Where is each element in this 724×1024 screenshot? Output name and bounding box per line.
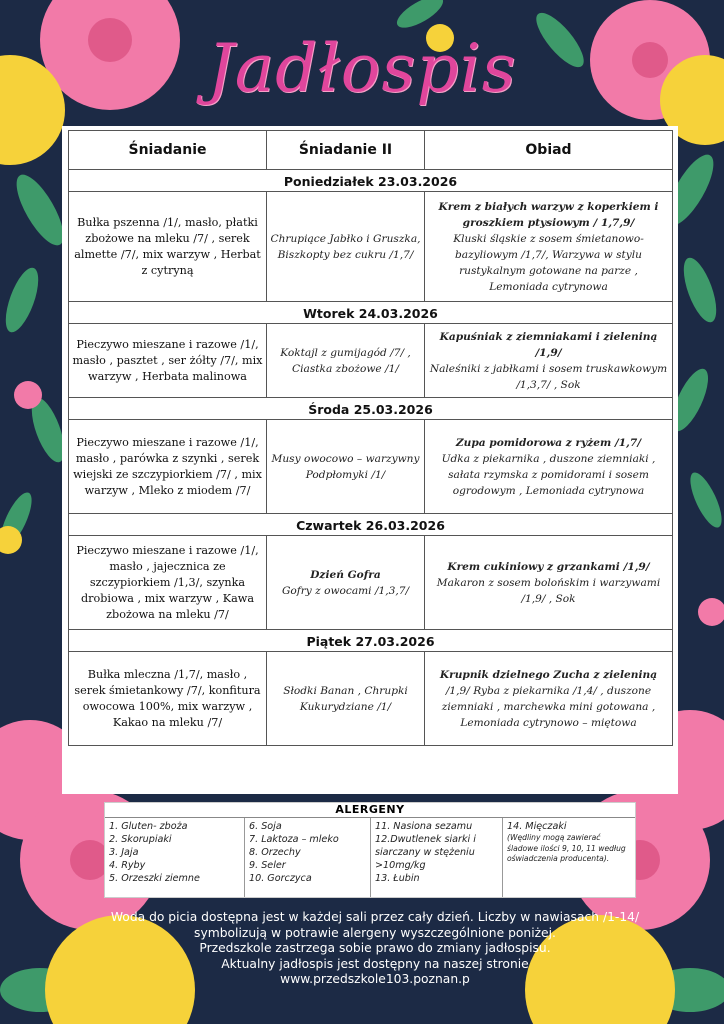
footer-website-link[interactable]: www.przedszkole103.poznan.p xyxy=(280,972,470,986)
breakfast2-text: Chrupiące Jabłko i Gruszka, Biszkopty bez cukru /1,7/ xyxy=(270,232,421,261)
breakfast2-text: Musy owocowo – warzywny Podpłomyki /1/ xyxy=(271,452,420,481)
breakfast2-tuesday xyxy=(267,324,425,398)
day-label-thursday: Czwartek 26.03.2026 xyxy=(69,514,673,536)
allergens-col-3 xyxy=(371,818,503,897)
breakfast-monday: Bułka pszenna /1/, masło, płatki zbożowe na mleku /7/ , serek almette /7/, mix warzyw , Herbat z cytryną xyxy=(69,192,267,302)
footer-info xyxy=(95,910,655,988)
allergen-item: 10. Gorczyca xyxy=(249,873,312,884)
header-breakfast2: Śniadanie II xyxy=(267,131,425,170)
allergen-note: (Wędliny mogą zawierać śladowe ilości 9, 10, 11 według oświadczenia producenta). xyxy=(507,833,626,863)
breakfast2-text: Słodki Banan , Chrupki Kukurydziane /1/ xyxy=(283,684,408,713)
day-label-tuesday: Wtorek 24.03.2026 xyxy=(69,302,673,324)
allergen-item: 9. Seler xyxy=(249,860,286,871)
menu-row-wednesday xyxy=(69,420,673,514)
allergen-item: 5. Orzeszki ziemne xyxy=(109,873,200,884)
allergens-col-4 xyxy=(503,818,633,897)
footer-change-note: Przedszkole zastrzega sobie prawo do zmiany jadłospisu. xyxy=(199,941,551,955)
breakfast2-special: Dzień Gofra xyxy=(310,568,381,581)
soup-monday: Krem z białych warzyw z koperkiem i groszkiem ptysiowym / 1,7,9/ xyxy=(438,200,659,229)
breakfast2-monday xyxy=(267,192,425,302)
main-monday: Kluski śląskie z sosem śmietanowo-bazyliowym /1,7/, Warzywa w stylu rustykalnym gotowane na parze , Lemoniada cytrynowa xyxy=(453,232,644,293)
allergen-item: 1. Gluten- zboża xyxy=(109,821,188,832)
breakfast2-text: Koktajl z gumijagód /7/ , Ciastka zbożowe /1/ xyxy=(280,346,411,375)
allergen-item: 12.Dwutlenek siarki i siarczany w stężeniu >10mg/kg xyxy=(375,834,476,871)
breakfast-wednesday: Pieczywo mieszane i razowe /1/, masło , parówka z szynki , serek wiejski ze szczypiorkiem /7/ , mix warzyw , Mleko z miodem /7/ xyxy=(69,420,267,514)
day-label-friday: Piątek 27.03.2026 xyxy=(69,630,673,652)
breakfast2-wednesday xyxy=(267,420,425,514)
main-wednesday: Udka z piekarnika , duszone ziemniaki , sałata rzymska z pomidorami i sosem ogrodowym , Lemoniada cytrynowa xyxy=(441,452,656,497)
lunch-thursday xyxy=(425,536,673,630)
allergen-item: 6. Soja xyxy=(249,821,282,832)
footer-water-note: Woda do picia dostępna jest w każdej sali przez cały dzień. Liczby w nawiasach /1-14/ symbolizują w potrawie alergeny wyszczególnione poniżej. xyxy=(110,910,640,940)
page-title: Jadłospis xyxy=(207,30,517,107)
allergen-item: 11. Nasiona sezamu xyxy=(375,821,473,832)
menu-row-tuesday xyxy=(69,324,673,398)
footer-website-note: Aktualny jadłospis jest dostępny na naszej stronie xyxy=(221,956,529,971)
breakfast-friday: Bułka mleczna /1,7/, masło , serek śmietankowy /7/, konfitura owocowa 100%, mix warzyw , Kakao na mleku /7/ xyxy=(69,652,267,746)
breakfast2-friday xyxy=(267,652,425,746)
lunch-wednesday xyxy=(425,420,673,514)
allergens-col-2 xyxy=(245,818,371,897)
soup-thursday: Krem cukiniowy z grzankami /1,9/ xyxy=(447,560,650,573)
soup-friday: Krupnik dzielnego Zucha z zieleniną xyxy=(439,668,658,681)
allergen-item: 8. Orzechy xyxy=(249,847,301,858)
allergens-box xyxy=(104,802,636,898)
allergen-item: 13. Łubin xyxy=(375,873,420,884)
breakfast-thursday: Pieczywo mieszane i razowe /1/, masło , jajecznica ze szczypiorkiem /1,3/, szynka drobiowa , mix warzyw , Kawa zbożowa na mleku /7/ xyxy=(69,536,267,630)
main-tuesday: Naleśniki z jabłkami i sosem truskawkowym /1,3,7/ , Sok xyxy=(429,362,668,391)
breakfast2-thursday xyxy=(267,536,425,630)
main-friday: /1,9/ Ryba z piekarnika /1,4/ , duszone ziemniaki , marchewka mini gotowana , Lemoniada cytrynowo – miętowa xyxy=(441,684,656,729)
menu-row-monday xyxy=(69,192,673,302)
menu-row-thursday xyxy=(69,536,673,630)
main-thursday: Makaron z sosem bolońskim i warzywami /1,9/ , Sok xyxy=(436,576,661,605)
allergen-item: 14. Mięczaki xyxy=(507,821,567,832)
allergen-item: 4. Ryby xyxy=(109,860,146,871)
allergen-item: 2. Skorupiaki xyxy=(109,834,172,845)
menu-table xyxy=(68,130,673,746)
day-label-monday: Poniedziałek 23.03.2026 xyxy=(69,170,673,192)
soup-tuesday: Kapuśniak z ziemniakami i zieleniną /1,9/ xyxy=(439,330,658,359)
header-lunch: Obiad xyxy=(425,131,673,170)
lunch-tuesday xyxy=(425,324,673,398)
day-label-wednesday: Środa 25.03.2026 xyxy=(69,398,673,420)
soup-wednesday: Zupa pomidorowa z ryżem /1,7/ xyxy=(455,436,642,449)
menu-row-friday xyxy=(69,652,673,746)
breakfast2-text: Gofry z owocami /1,3,7/ xyxy=(281,584,410,597)
allergens-col-1 xyxy=(105,818,245,897)
breakfast-tuesday: Pieczywo mieszane i razowe /1/, masło , pasztet , ser żółty /7/, mix warzyw , Herbata malinowa xyxy=(69,324,267,398)
allergen-item: 3. Jaja xyxy=(109,847,139,858)
lunch-friday xyxy=(425,652,673,746)
lunch-monday xyxy=(425,192,673,302)
allergen-item: 7. Laktoza – mleko xyxy=(249,834,339,845)
allergens-title: ALERGENY xyxy=(105,803,635,818)
header-breakfast: Śniadanie xyxy=(69,131,267,170)
header-row xyxy=(69,131,673,170)
